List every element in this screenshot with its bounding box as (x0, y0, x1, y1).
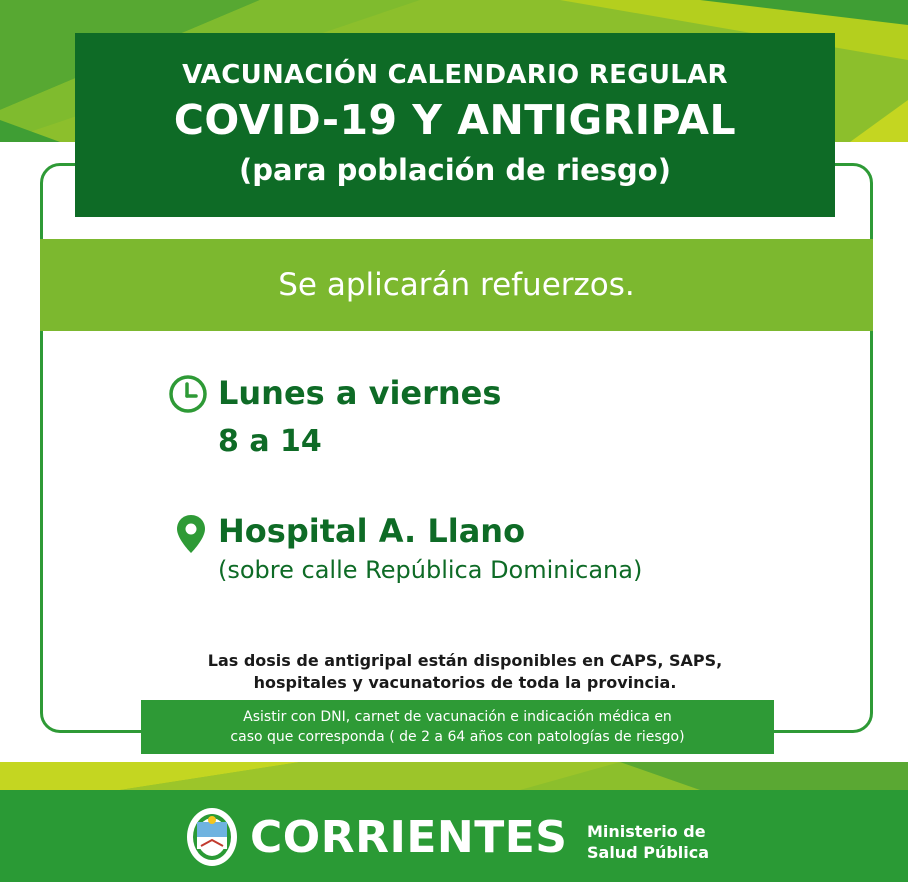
requirements-line: Asistir con DNI, carnet de vacunación e indicación médica en (243, 709, 672, 725)
availability-line: Las dosis de antigripal están disponibles en CAPS, SAPS, (207, 651, 723, 670)
header-title-box (75, 33, 835, 217)
schedule-days: Lunes a viernes (218, 374, 502, 412)
booster-band (40, 239, 873, 331)
ministry-line: Ministerio de (587, 822, 706, 841)
province-seal-icon (185, 806, 239, 868)
requirements-line: caso que corresponda ( de 2 a 64 años con patologías de riesgo) (230, 729, 685, 745)
schedule-hours: 8 a 14 (218, 424, 322, 459)
availability-line: hospitales y vacunatorios de toda la provincia. (253, 673, 677, 692)
availability-note (140, 650, 790, 694)
booster-text: Se aplicarán refuerzos. (278, 267, 635, 303)
location-detail: (sobre calle República Dominicana) (218, 556, 643, 584)
ministry-line: Salud Pública (587, 843, 710, 862)
requirements-box (141, 700, 774, 754)
ministry-name (587, 821, 709, 863)
brand-wordmark: CORRIENTES (250, 812, 568, 863)
header-subtitle: VACUNACIÓN CALENDARIO REGULAR (182, 60, 728, 90)
map-pin-icon (176, 514, 206, 554)
location-name: Hospital A. Llano (218, 512, 526, 550)
clock-icon (168, 374, 208, 414)
header-audience: (para población de riesgo) (239, 153, 671, 187)
header-title: COVID-19 Y ANTIGRIPAL (173, 96, 737, 144)
